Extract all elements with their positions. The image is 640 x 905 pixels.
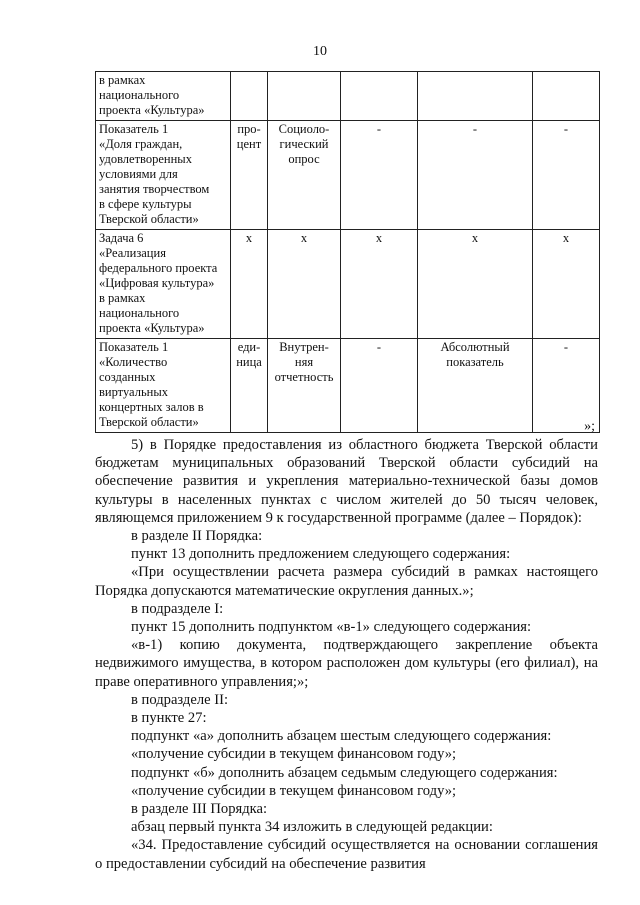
table-cell: х xyxy=(341,230,418,339)
table-row xyxy=(96,72,600,121)
table-cell-unit xyxy=(231,72,268,121)
table-row xyxy=(96,230,600,339)
table-cell-name: в рамках национального проекта «Культура» xyxy=(96,72,231,121)
table-cell-source: Социоло- гический опрос xyxy=(268,121,341,230)
paragraph: в подразделе II: xyxy=(131,691,229,708)
table-cell: - xyxy=(418,121,533,230)
closing-quote-mark: »; xyxy=(584,419,595,434)
table-cell-unit: про- цент xyxy=(231,121,268,230)
table-cell: - xyxy=(341,339,418,433)
paragraph: пункт 15 дополнить подпунктом «в-1» следующего содержания: xyxy=(131,619,532,636)
table-cell: - xyxy=(341,121,418,230)
paragraph: в разделе II Порядка: xyxy=(131,528,263,545)
table-cell xyxy=(418,72,533,121)
paragraph: в подразделе I: xyxy=(131,600,224,617)
indicators-table xyxy=(95,71,600,433)
paragraph: подпункт «б» дополнить абзацем седьмым следующего содержания: xyxy=(131,764,558,781)
paragraph: абзац первый пункта 34 изложить в следующей редакции: xyxy=(131,819,493,836)
paragraph: пункт 13 дополнить предложением следующего содержания: xyxy=(131,546,511,563)
table-row xyxy=(96,121,600,230)
document-body xyxy=(95,436,598,873)
table-cell: х xyxy=(533,230,600,339)
table-cell-source xyxy=(268,72,341,121)
paragraph: 5) в Порядке предоставления из областного бюджета Тверской области бюджетам муниципальных образований Тверской области субсидий на обеспечение развития и укрепления материально-технической базы домов культуры в населенных пунктах с числом жителей до 50 тысяч человек, являющемся приложением 9 к государственной программе (далее – Порядок): xyxy=(95,437,598,526)
table-cell: Абсолютный показатель xyxy=(418,339,533,433)
paragraph: «При осуществлении расчета размера субсидий в рамках настоящего Порядка допускаются математические округления данных.»; xyxy=(95,564,598,599)
paragraph: «получение субсидии в текущем финансовом году»; xyxy=(131,746,457,763)
page-number: 10 xyxy=(313,44,327,59)
paragraph: в разделе III Порядка: xyxy=(131,801,268,818)
table-cell-name: Задача 6 «Реализация федерального проекта «Цифровая культура» в рамках национального проекта «Культура» xyxy=(96,230,231,339)
table-cell: х xyxy=(418,230,533,339)
table-row xyxy=(96,339,600,433)
paragraph: «в-1) копию документа, подтверждающего закрепление объекта недвижимого имущества, в котором расположен дом культуры (его филиал), на праве оперативного управления;»; xyxy=(95,637,598,690)
table-cell-name: Показатель 1 «Количество созданных виртуальных концертных залов в Тверской области» xyxy=(96,339,231,433)
paragraph: «34. Предоставление субсидий осуществляется на основании соглашения о предоставлении субсидий на обеспечение развития xyxy=(95,837,598,872)
table-cell xyxy=(341,72,418,121)
table-cell-source: Внутрен- няя отчетность xyxy=(268,339,341,433)
table-cell-unit: еди- ница xyxy=(231,339,268,433)
paragraph: в пункте 27: xyxy=(131,710,207,727)
table-cell: - xyxy=(533,339,600,433)
paragraph: «получение субсидии в текущем финансовом году»; xyxy=(131,782,457,799)
table-cell: - xyxy=(533,121,600,230)
paragraph: подпункт «а» дополнить абзацем шестым следующего содержания: xyxy=(131,728,552,745)
table-cell-name: Показатель 1 «Доля граждан, удовлетворенных условиями для занятия творчеством в сфере культуры Тверской области» xyxy=(96,121,231,230)
table-cell-source: х xyxy=(268,230,341,339)
table-cell-unit: х xyxy=(231,230,268,339)
table-cell xyxy=(533,72,600,121)
